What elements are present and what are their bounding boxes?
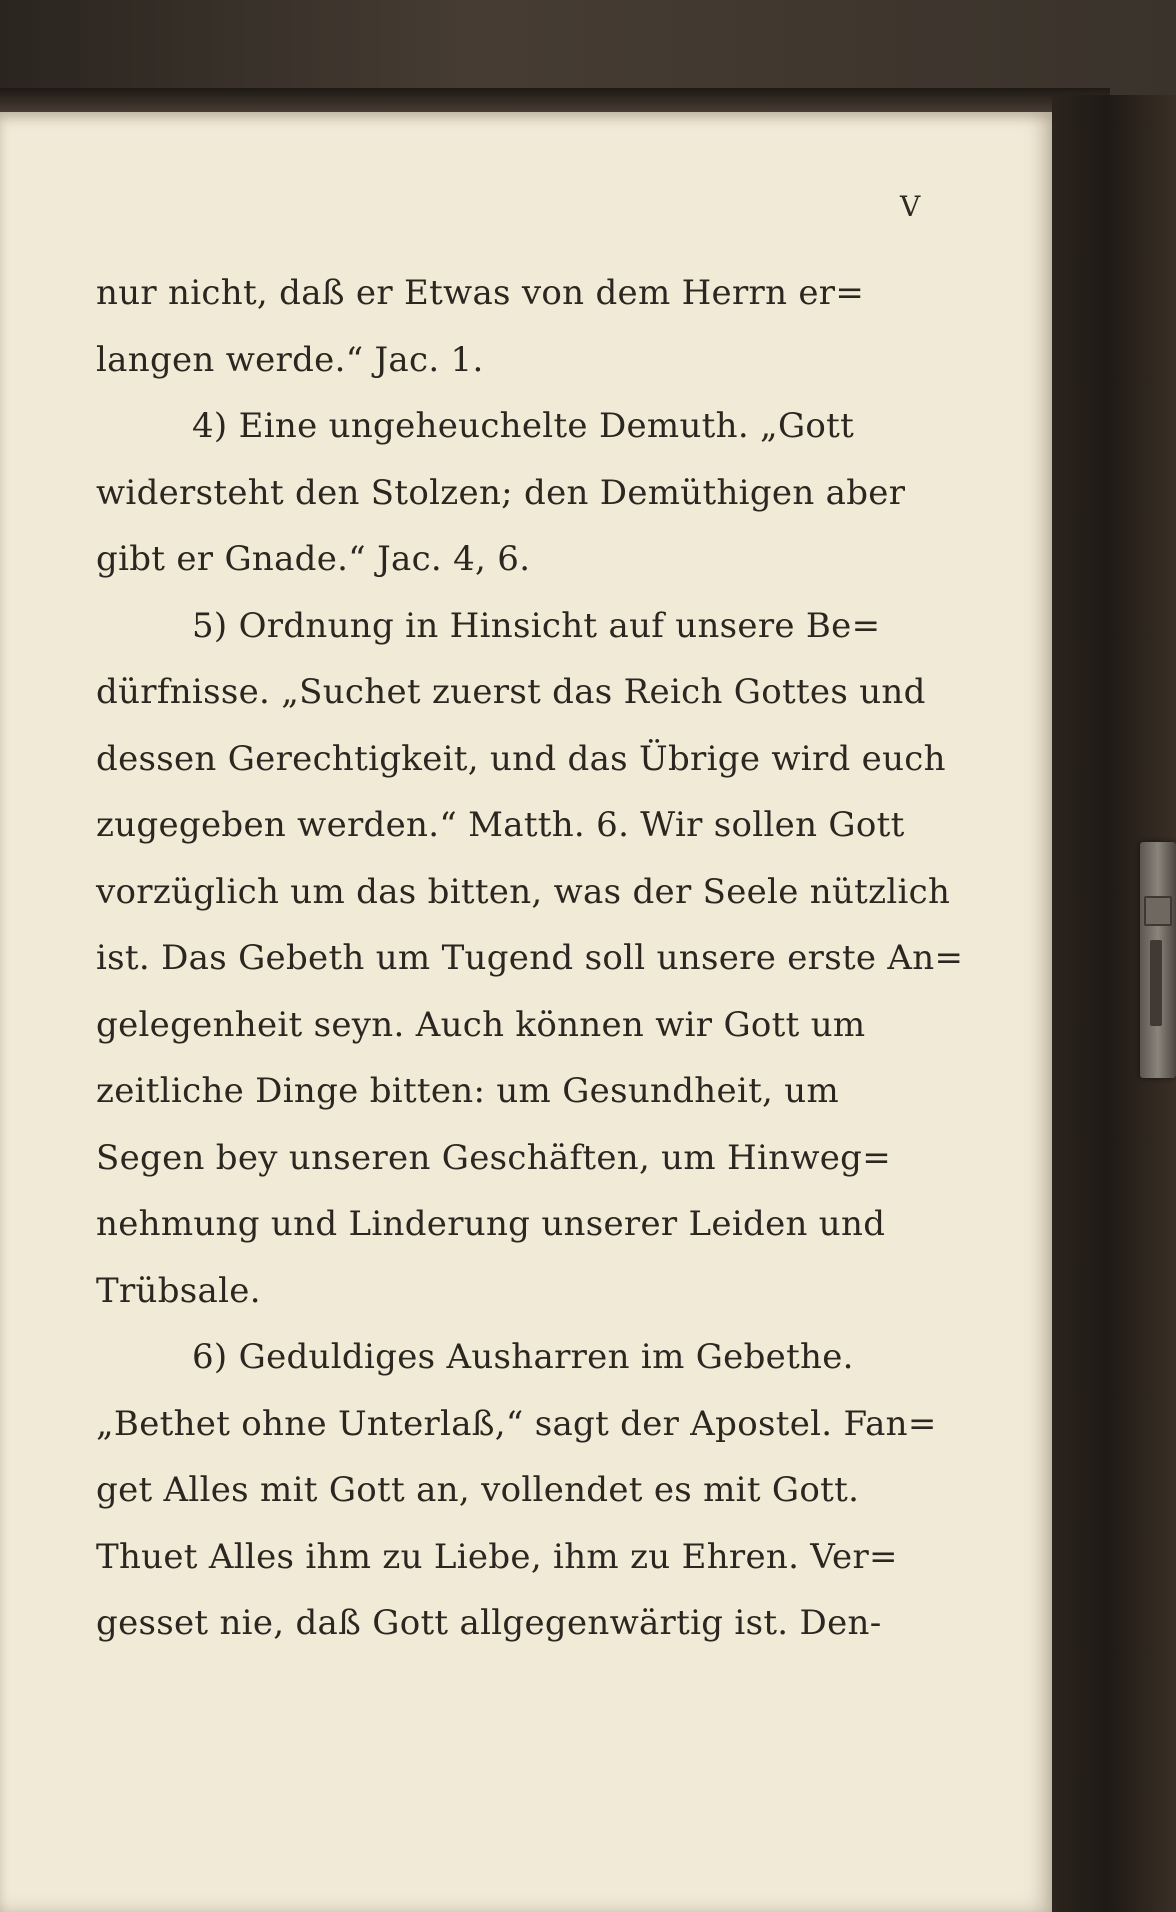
text-line: zugegeben werden.“ Matth. 6. Wir sollen Gott [96, 805, 905, 845]
text-line: gesset nie, daß Gott allgegenwärtig ist. Den- [96, 1603, 882, 1643]
text-line: gelegenheit seyn. Auch können wir Gott um [96, 1004, 866, 1045]
text-line: „Bethet ohne Unterlaß,“ sagt der Apostel. Fan= [96, 1403, 937, 1444]
book-binding-top [0, 88, 1110, 114]
text-line: ist. Das Gebeth um Tugend soll unsere erste An= [96, 938, 964, 978]
text-line: gibt er Gnade.“ Jac. 4, 6. [96, 539, 531, 579]
text-line: nur nicht, daß er Etwas von dem Herrn er= [96, 273, 865, 313]
clasp-knob [1144, 896, 1172, 926]
text-line: vorzüglich um das bitten, was der Seele nützlich [96, 871, 951, 912]
text-line: zeitliche Dinge bitten: um Gesundheit, um [96, 1071, 840, 1111]
text-line: Trübsale. [96, 1270, 261, 1311]
text-line: widersteht den Stolzen; den Demüthigen aber [96, 472, 906, 513]
text-line: 4) Eine ungeheuchelte Demuth. „Gott [192, 406, 855, 446]
text-line: dürfnisse. „Suchet zuerst das Reich Gottes und [96, 672, 926, 712]
body-text [96, 260, 976, 1657]
clasp-slot [1150, 940, 1162, 1026]
text-line: langen werde.“ Jac. 1. [96, 339, 484, 380]
text-line: Thuet Alles ihm zu Liebe, ihm zu Ehren. Ver= [96, 1536, 898, 1577]
text-line: nehmung und Linderung unserer Leiden und [96, 1204, 886, 1244]
page-number: V [900, 190, 921, 223]
text-line: dessen Gerechtigkeit, und das Übrige wird euch [96, 738, 946, 779]
text-line: Segen bey unseren Geschäften, um Hinweg= [96, 1137, 892, 1178]
text-line: 6) Geduldiges Ausharren im Gebethe. [192, 1337, 854, 1377]
text-line: 5) Ordnung in Hinsicht auf unsere Be= [192, 605, 881, 646]
text-line: get Alles mit Gott an, vollendet es mit Gott. [96, 1470, 860, 1510]
